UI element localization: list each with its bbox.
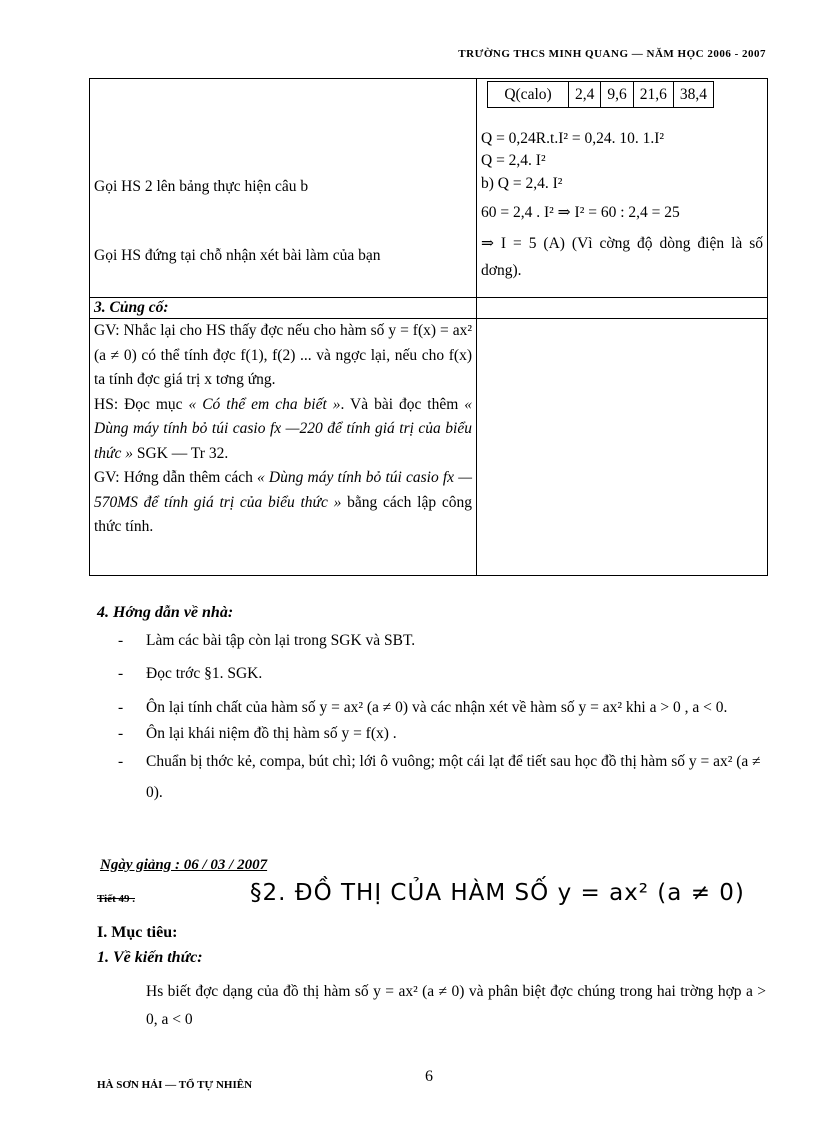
- lesson-title: §2. ĐỒ THỊ CỦA HÀM SỐ y = ax² (a ≠ 0): [250, 880, 745, 906]
- q-header: Q(calo): [488, 82, 569, 108]
- footer-author: HÀ SƠN HẢI — TỔ TỰ NHIÊN: [97, 1079, 253, 1091]
- table-row: [90, 298, 768, 319]
- knowledge-text: Hs biết đợc dạng của đồ thị hàm số y = ax² (a ≠ 0) và phân biệt đợc chúng trong hai trờng hợp a > 0, a < 0: [146, 983, 766, 1028]
- table-row: [90, 79, 768, 298]
- list-item: - Làm các bài tập còn lại trong SGK và SBT.: [118, 628, 768, 654]
- page-header: TRƯỜNG THCS MINH QUANG — NĂM HỌC 2006 - 2007: [458, 48, 766, 60]
- q-value: 9,6: [601, 82, 633, 108]
- lesson-table: [89, 78, 768, 576]
- teacher-activity-cell: [90, 79, 477, 298]
- knowledge-heading: 1. Về kiến thức:: [97, 949, 203, 966]
- q-value: 21,6: [633, 82, 673, 108]
- formula-line: Q = 0,24R.t.I² = 0,24. 10. 1.I²: [481, 130, 665, 147]
- list-item: - Ôn lại khái niệm đồ thị hàm số y = f(x) .: [118, 722, 768, 746]
- page-number: 6: [425, 1068, 433, 1085]
- table-row: [90, 319, 768, 576]
- formula-line: Q = 2,4. I²: [481, 152, 546, 169]
- formula-line: 60 = 2,4 . I² ⇒ I² = 60 : 2,4 = 25: [481, 204, 680, 221]
- gv-instruction-2: GV: Hớng dẫn thêm cách « Dùng máy tính bỏ túi casio fx —570MS để tính giá trị của biểu thức » bằng cách lập công thức tính.: [94, 469, 472, 535]
- cung-co-content: [90, 319, 477, 576]
- homework-list: [118, 628, 768, 808]
- list-item: - Chuẩn bị thớc kẻ, compa, bút chì; lới ô vuông; một cái lạt để tiết sau học đồ thị hàm số y = ax² (a ≠ 0).: [118, 746, 768, 808]
- q-value: 38,4: [673, 82, 713, 108]
- formula-line: ⇒ I = 5 (A) (Vì cờng độ dòng điện là số dơng).: [481, 235, 763, 279]
- left-text-call-hs2: Gọi HS 2 lên bảng thực hiện câu b: [94, 178, 309, 195]
- q-value: 2,4: [569, 82, 601, 108]
- gv-instruction-1: GV: Nhắc lại cho HS thấy đợc nếu cho hàm số y = f(x) = ax² (a ≠ 0) có thể tính đợc f(1), f(2) ... và ngợc lại, nếu cho f(x) ta tính đợc giá trị x tơng ứng.: [94, 322, 472, 388]
- cung-co-heading: 3. Củng cố:: [90, 298, 477, 319]
- formula-line: b) Q = 2,4. I²: [481, 175, 563, 192]
- objectives-heading: I. Mục tiêu:: [97, 924, 178, 941]
- left-text-call-review: Gọi HS đứng tại chỗ nhận xét bài làm của bạn: [94, 247, 381, 264]
- student-activity-cell: [477, 79, 768, 298]
- teaching-date: Ngày giảng : 06 / 03 / 2007: [100, 857, 268, 873]
- lesson-number: Tiết 49 .: [97, 893, 135, 905]
- q-value-table: [487, 81, 714, 108]
- list-item: - Ôn lại tính chất của hàm số y = ax² (a ≠ 0) và các nhận xét về hàm số y = ax² khi a > 0 , a < 0.: [118, 694, 768, 722]
- hs-instruction: HS: Đọc mục « Có thể em cha biết ». Và bài đọc thêm « Dùng máy tính bỏ túi casio fx —220 để tính giá trị của biểu thức » SGK — Tr 32.: [94, 395, 473, 462]
- list-item: - Đọc trớc §1. SGK.: [118, 660, 768, 688]
- section-4-heading: 4. Hớng dẫn về nhà:: [97, 604, 234, 621]
